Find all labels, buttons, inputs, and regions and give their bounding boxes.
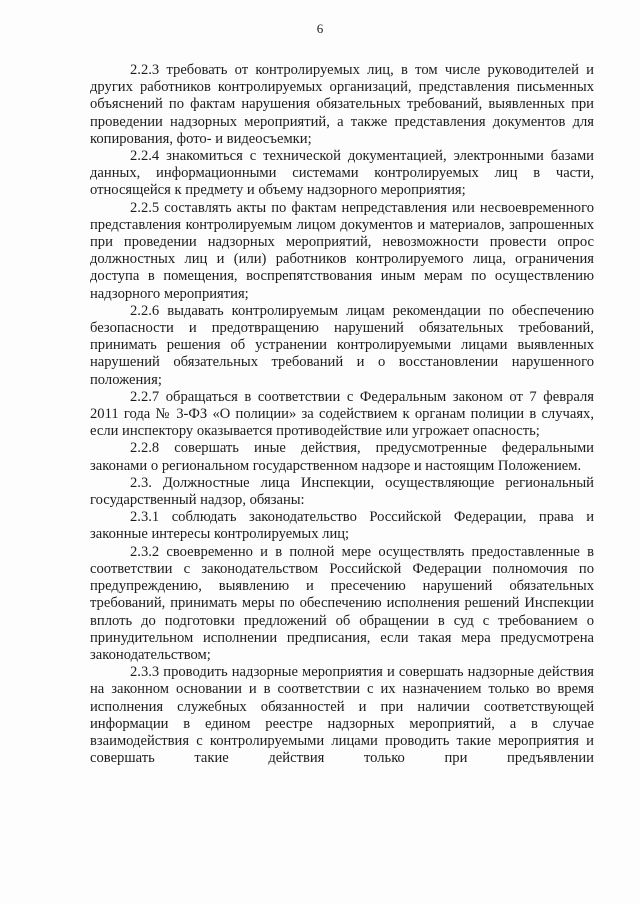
paragraph-2-2-4: 2.2.4 знакомиться с технической документацией, электронными базами данных, информационными системами контролируемых лиц в части, относящейся к предмету и объему надзорного мероприятия;: [90, 148, 594, 199]
page-number: 6: [316, 21, 324, 36]
paragraph-2-3-3: 2.3.3 проводить надзорные мероприятия и совершать надзорные действия на законном основании и в соответствии с их назначением только во время исполнения служебных обязанностей и при наличии соответствующей информации в едином реестре надзорных мероприятий, а в случае взаимодействия с контролируемыми лицами проводить такие мероприятия и совершать такие действия только при предъявлении: [90, 664, 594, 767]
paragraph-2-2-6: 2.2.6 выдавать контролируемым лицам рекомендации по обеспечению безопасности и предотвращению нарушений обязательных требований, принимать решения об устранении контролируемыми лицами выявленных нарушений обязательных требований и о восстановлении нарушенного положения;: [90, 302, 594, 388]
paragraph-2-2-8: 2.2.8 совершать иные действия, предусмотренные федеральными законами о региональном государственном надзоре и настоящим Положением.: [90, 440, 594, 474]
paragraph-2-2-5: 2.2.5 составлять акты по фактам непредставления или несвоевременного представления контролируемым лицом документов и материалов, запрошенных при проведении надзорных мероприятий, невозможности провести опрос должностных лиц и (или) работников контролируемого лица, ограничения доступа в помещения, воспрепятствования иным мерам по осуществлению надзорного мероприятия;: [90, 199, 594, 302]
paragraph-2-3-1: 2.3.1 соблюдать законодательство Российской Федерации, права и законные интересы контролируемых лиц;: [90, 509, 594, 543]
paragraph-2-3-2: 2.3.2 своевременно и в полной мере осуществлять предоставленные в соответствии с законодательством Российской Федерации полномочия по предупреждению, выявлению и пресечению нарушений обязательных требований, принимать меры по обеспечению исполнения решений Инспекции вплоть до подготовки предложений об обращении в суд с требованием о принудительном исполнении предписания, если такая мера предусмотрена законодательством;: [90, 543, 594, 663]
document-body: [90, 62, 594, 767]
paragraph-2-3: 2.3. Должностные лица Инспекции, осуществляющие региональный государственный надзор, обязаны:: [90, 474, 594, 509]
paragraph-2-2-7: 2.2.7 обращаться в соответствии с Федеральным законом от 7 февраля 2011 года № 3-ФЗ «О полиции» за содействием к органам полиции в случаях, если инспектору оказывается противодействие или угрожает опасность;: [90, 388, 594, 440]
paragraph-2-2-3: 2.2.3 требовать от контролируемых лиц, в том числе руководителей и других работников контролируемых организаций, представления письменных объяснений по фактам нарушения обязательных требований, выявленных при проведении надзорных мероприятий, а также представления документов для копирования, фото- и видеосъемки;: [90, 62, 594, 147]
